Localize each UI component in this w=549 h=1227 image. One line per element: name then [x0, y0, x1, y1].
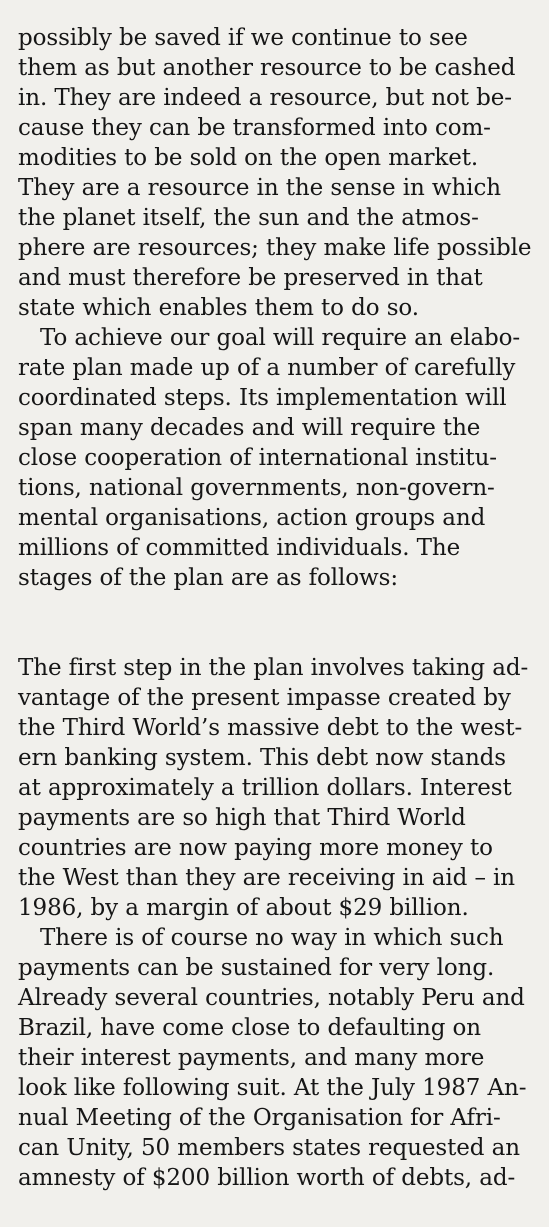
text-line: can Unity, 50 members states requested an: [18, 1135, 520, 1161]
text-line: mental organisations, action groups and: [18, 505, 486, 531]
paragraph-debt: [18, 653, 538, 923]
text-line: nual Meeting of the Organisation for Afri-: [18, 1105, 501, 1131]
text-line: countries are now paying more money to: [18, 835, 493, 861]
text-line: the Third World’s massive debt to the west-: [18, 715, 523, 741]
document-page: [18, 23, 538, 1193]
text-line: payments can be sustained for very long.: [18, 955, 495, 981]
paragraph-payments: [18, 923, 538, 1193]
text-line: span many decades and will require the: [18, 415, 481, 441]
text-line: Brazil, have come close to defaulting on: [18, 1015, 482, 1041]
text-line: their interest payments, and many more: [18, 1045, 485, 1071]
section-gap: [18, 593, 538, 653]
text-line: in. They are indeed a resource, but not be-: [18, 85, 512, 111]
text-line: the planet itself, the sun and the atmos-: [18, 205, 479, 231]
text-line: 1986, by a margin of about $29 billion.: [18, 895, 469, 921]
text-line: modities to be sold on the open market.: [18, 145, 479, 171]
text-line: tions, national governments, non-govern-: [18, 475, 495, 501]
text-line: amnesty of $200 billion worth of debts, ad-: [18, 1165, 516, 1191]
paragraph-resources: [18, 23, 538, 323]
text-line: at approximately a trillion dollars. Interest: [18, 775, 512, 801]
text-line: rate plan made up of a number of carefully: [18, 355, 516, 381]
text-line: close cooperation of international institu-: [18, 445, 497, 471]
text-line: ern banking system. This debt now stands: [18, 745, 506, 771]
text-line: millions of committed individuals. The: [18, 535, 461, 561]
text-line: They are a resource in the sense in which: [18, 175, 501, 201]
text-line: phere are resources; they make life possible: [18, 235, 532, 261]
text-line: payments are so high that Third World: [18, 805, 466, 831]
text-line: To achieve our goal will require an elabo-: [40, 325, 521, 351]
text-line: The first step in the plan involves taking ad-: [18, 655, 529, 681]
text-line: possibly be saved if we continue to see: [18, 25, 468, 51]
text-line: coordinated steps. Its implementation will: [18, 385, 507, 411]
text-line: and must therefore be preserved in that: [18, 265, 483, 291]
text-line: vantage of the present impasse created by: [18, 685, 511, 711]
text-line: them as but another resource to be cashed: [18, 55, 516, 81]
text-line: the West than they are receiving in aid – in: [18, 865, 516, 891]
text-line: There is of course no way in which such: [40, 925, 504, 951]
text-line: look like following suit. At the July 1987 An-: [18, 1075, 527, 1101]
text-line: Already several countries, notably Peru and: [18, 985, 525, 1011]
text-line: stages of the plan are as follows:: [18, 565, 398, 591]
paragraph-plan: [18, 323, 538, 593]
text-line: cause they can be transformed into com-: [18, 115, 491, 141]
text-line: state which enables them to do so.: [18, 295, 419, 321]
